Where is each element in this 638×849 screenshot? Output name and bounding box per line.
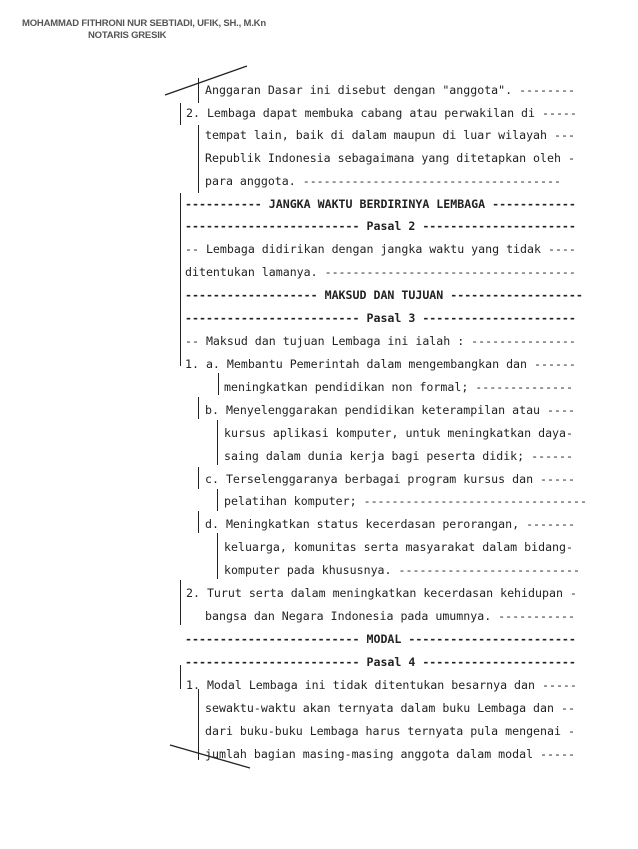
margin-rule — [217, 533, 218, 579]
margin-rule — [198, 397, 199, 419]
margin-rule — [198, 467, 199, 489]
doc-line: 1. Modal Lembaga ini tidak ditentukan besarnya dan ----- — [186, 678, 577, 692]
doc-line: c. Terselenggaranya berbagai program kursus dan ----- — [205, 472, 575, 486]
doc-line: tempat lain, baik di dalam maupun di luar wilayah --- — [205, 128, 575, 142]
doc-line: kursus aplikasi komputer, untuk meningkatkan daya- — [224, 426, 574, 440]
doc-line: dari buku-buku Lembaga harus ternyata pula mengenai - — [205, 724, 575, 738]
margin-rule — [217, 420, 218, 465]
doc-line: jumlah bagian masing-masing anggota dalam modal ----- — [205, 747, 575, 761]
margin-rule — [198, 511, 199, 533]
margin-rule — [180, 665, 181, 689]
doc-line: 1. a. Membantu Pemerintah dalam mengembangkan dan ------ — [185, 357, 576, 371]
section-heading: ----------- JANGKA WAKTU BERDIRINYA LEMBAGA ------------ — [185, 197, 576, 211]
margin-rule — [198, 78, 199, 103]
margin-rule — [180, 580, 181, 625]
notary-name: MOHAMMAD FITHRONI NUR SEBTIADI, UFIK, SH., M.Kn — [22, 18, 266, 29]
doc-line: -- Lembaga didirikan dengan jangka waktu yang tidak ---- — [185, 242, 576, 256]
doc-line: sewaktu-waktu akan ternyata dalam buku Lembaga dan -- — [205, 701, 575, 715]
doc-line: 2. Turut serta dalam meningkatkan kecerdasan kehidupan - — [186, 586, 577, 600]
margin-rule — [180, 103, 181, 125]
doc-line: -- Maksud dan tujuan Lembaga ini ialah : --------------- — [185, 334, 576, 348]
article-heading: ------------------------- Pasal 4 ---------------------- — [185, 655, 576, 669]
doc-line: pelatihan komputer; -------------------------------- — [224, 494, 587, 508]
doc-line: d. Meningkatkan status kecerdasan perorangan, ------- — [205, 517, 575, 531]
doc-line: keluarga, komunitas serta masyarakat dalam bidang- — [224, 540, 574, 554]
notary-title: NOTARIS GRESIK — [88, 30, 167, 41]
article-heading: ------------------------- Pasal 2 ---------------------- — [185, 219, 576, 233]
doc-line: Republik Indonesia sebagaimana yang ditetapkan oleh - — [205, 151, 575, 165]
section-heading: ------------------------- MODAL ------------------------ — [185, 632, 576, 646]
doc-line: saing dalam dunia kerja bagi peserta didik; ------ — [224, 449, 574, 463]
doc-line: 2. Lembaga dapat membuka cabang atau perwakilan di ----- — [186, 106, 577, 120]
doc-line: ditentukan lamanya. ------------------------------------ — [185, 265, 576, 279]
doc-line: b. Menyelenggarakan pendidikan keterampilan atau ---- — [205, 403, 575, 417]
doc-line: para anggota. ------------------------------------- — [205, 174, 561, 188]
margin-rule — [217, 489, 218, 511]
doc-line: Anggaran Dasar ini disebut dengan "anggota". -------- — [205, 83, 575, 97]
doc-line: meningkatkan pendidikan non formal; -------------- — [224, 380, 574, 394]
margin-rule — [198, 125, 199, 193]
margin-rule — [218, 373, 219, 395]
margin-rule — [180, 193, 181, 366]
section-heading: ------------------- MAKSUD DAN TUJUAN ------------------- — [185, 288, 583, 302]
doc-line: komputer pada khususnya. -------------------------- — [224, 563, 580, 577]
article-heading: ------------------------- Pasal 3 ---------------------- — [185, 311, 576, 325]
margin-rule — [198, 689, 199, 760]
doc-line: bangsa dan Negara Indonesia pada umumnya. ----------- — [205, 609, 575, 623]
